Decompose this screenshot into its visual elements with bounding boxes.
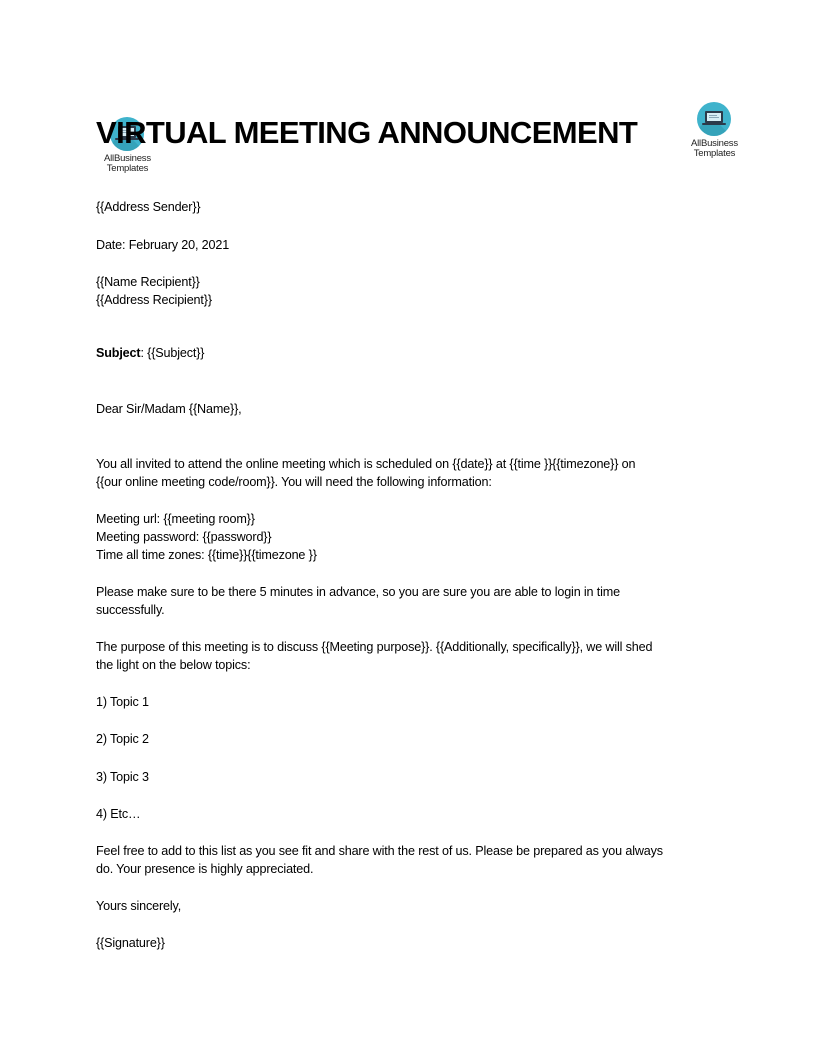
intro-paragraph-line-1: You all invited to attend the online meeting which is scheduled on {{date}} at {{time }}{{timezone}} on (96, 457, 636, 471)
address-sender: {{Address Sender}} (96, 200, 201, 214)
letter-date: Date: February 20, 2021 (96, 238, 230, 252)
advance-paragraph-line-2: successfully. (96, 603, 165, 617)
address-recipient: {{Address Recipient}} (96, 293, 212, 307)
topic-item: 4) Etc… (96, 807, 141, 821)
salutation: Dear Sir/Madam {{Name}}, (96, 402, 242, 416)
intro-paragraph-line-2: {{our online meeting code/room}}. You will need the following information: (96, 475, 492, 489)
topic-item: 2) Topic 2 (96, 732, 149, 746)
meeting-url: Meeting url: {{meeting room}} (96, 512, 255, 526)
sign-off: Yours sincerely, (96, 899, 182, 913)
signature: {{Signature}} (96, 936, 165, 950)
logo-text (691, 139, 738, 159)
logo-text (104, 154, 151, 174)
advance-paragraph-line-1: Please make sure to be there 5 minutes in advance, so you are sure you are able to login in time (96, 585, 620, 599)
logo-text-line1: AllBusiness (691, 138, 738, 149)
logo-text-line1: AllBusiness (104, 153, 151, 164)
allbusiness-logo-right (691, 102, 738, 159)
logo-text-line2: Templates (693, 148, 736, 159)
logo-text-line2: Templates (106, 163, 149, 174)
subject-line (96, 344, 204, 362)
name-recipient: {{Name Recipient}} (96, 275, 200, 289)
subject-value: : {{Subject}} (140, 346, 205, 360)
meeting-time-zones: Time all time zones: {{time}}{{timezone }} (96, 548, 317, 562)
subject-label: Subject (96, 346, 141, 360)
purpose-paragraph-line-1: The purpose of this meeting is to discuss {{Meeting purpose}}. {{Additionally, specifically}}, we will shed (96, 640, 653, 654)
closing-paragraph-line-1: Feel free to add to this list as you see fit and share with the rest of us. Please be prepared as you always (96, 844, 663, 858)
topic-item: 3) Topic 3 (96, 770, 149, 784)
document-title: VIRTUAL MEETING ANNOUNCEMENT (96, 115, 638, 150)
purpose-paragraph-line-2: the light on the below topics: (96, 658, 251, 672)
laptop-icon (697, 102, 731, 136)
topic-item: 1) Topic 1 (96, 695, 149, 709)
closing-paragraph-line-2: do. Your presence is highly appreciated. (96, 862, 314, 876)
meeting-password: Meeting password: {{password}} (96, 530, 272, 544)
